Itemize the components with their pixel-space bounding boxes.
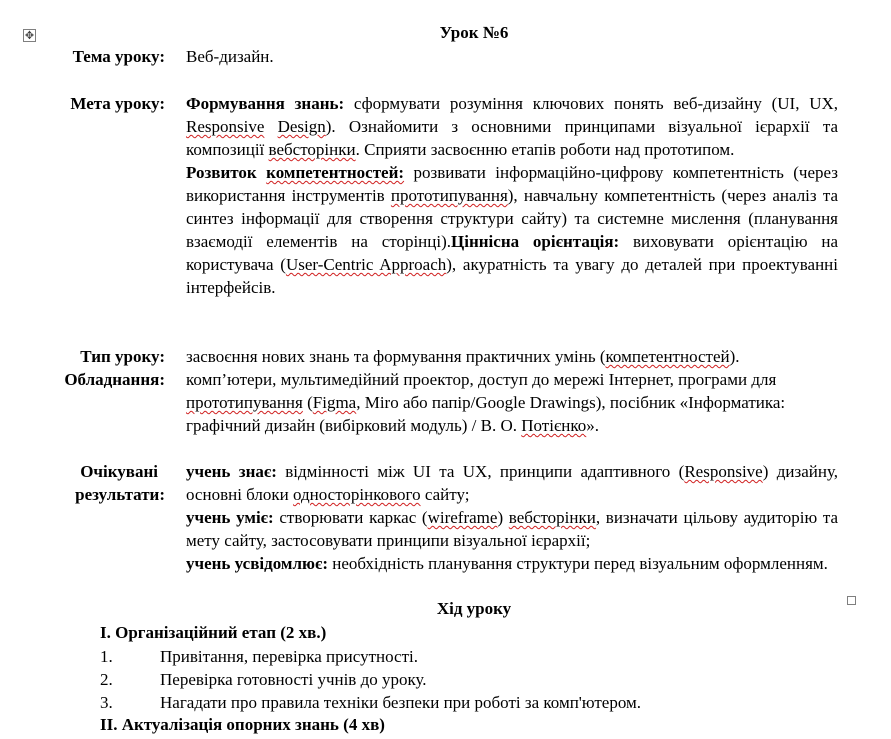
topic-label: Тема уроку:	[72, 47, 165, 66]
results-label-line: результати:	[75, 485, 165, 504]
spell-term: односторінкового	[292, 485, 421, 504]
spell-term: Потієнко	[521, 416, 587, 435]
course-heading: Хід уроку	[436, 599, 512, 618]
goal-label: Мета уроку:	[70, 94, 165, 113]
list-item-number: 1.	[100, 647, 113, 666]
aware-text: необхідність планування структури перед візуальним оформленням.	[328, 554, 828, 573]
knows-lead: учень знає:	[186, 462, 277, 481]
results-can	[186, 506, 838, 552]
spell-term: wireframe	[427, 508, 498, 527]
list-item-number: 2.	[100, 670, 113, 689]
competence-text: розвивати інформаційно-цифрову компетентність (через використання інструментів	[186, 163, 838, 205]
spell-term: User-Centric Approach	[285, 255, 447, 274]
aware-lead: учень усвідомлює:	[186, 554, 328, 573]
knows-text: сайту;	[420, 485, 470, 504]
lesson-type-label: Тип уроку:	[80, 347, 165, 366]
goal-content	[186, 92, 838, 299]
knowledge-text: ). Ознайомити з основними принципами візуальної ієрархії та композиції	[186, 117, 838, 159]
stage-2-heading: II. Актуалізація опорних знань (4 хв)	[100, 715, 385, 734]
values-lead: Ціннісна орієнтація:	[451, 232, 620, 251]
competence-lead: компетентностей:	[266, 163, 405, 182]
knowledge-space	[264, 117, 277, 136]
competence-lead: Розвиток	[186, 163, 257, 182]
results-label	[0, 460, 165, 506]
goal-knowledge	[186, 92, 838, 161]
equipment-text: ».	[586, 416, 599, 435]
results-knows	[186, 460, 838, 506]
table-move-icon[interactable]: ✥	[24, 29, 35, 42]
spell-term: Design	[277, 117, 326, 136]
spell-term: Responsive	[684, 462, 763, 481]
results-label-line: Очікувані	[80, 462, 158, 481]
knowledge-lead: Формування знань:	[186, 94, 345, 113]
can-lead: учень уміє:	[186, 508, 274, 527]
lesson-type-text: ).	[729, 347, 740, 366]
spell-term: компетентностей	[605, 347, 730, 366]
knowledge-text: сформувати розуміння ключових понять веб-дизайну (UI, UX,	[344, 94, 839, 113]
knows-text: ) дизайну, основні блоки	[186, 462, 838, 504]
competence-text: ), акуратність та увагу до деталей при проектуванні інтерфейсів.	[186, 255, 838, 297]
knowledge-text: . Сприяти засвоєнню етапів роботи над прототипом.	[355, 140, 735, 159]
spell-term: вебсторінки	[508, 508, 596, 527]
spell-term: Responsive	[186, 117, 265, 136]
list-item: Привітання, перевірка присутності.	[160, 647, 418, 666]
equipment-text: (	[302, 393, 313, 412]
results-aware	[186, 552, 838, 575]
spell-term: прототипування	[186, 393, 303, 412]
list-item-number: 3.	[100, 693, 113, 712]
equipment-value	[186, 368, 806, 437]
spell-term: вебсторінки	[268, 140, 356, 159]
can-text: , визначати цільову аудиторію та мету сайту, застосовувати принципи візуальної ієрархії;	[186, 508, 839, 550]
competence-text: виховувати орієнтацію на користувача (	[186, 232, 838, 274]
results-content	[186, 460, 838, 575]
list-item: Нагадати про правила техніки безпеки при роботі за комп'ютером.	[160, 693, 641, 712]
equipment-label: Обладнання:	[64, 370, 165, 389]
lesson-title: Урок №6	[439, 23, 509, 42]
lesson-type-text: засвоєння нових знань та формування практичних умінь (	[186, 347, 606, 366]
knows-text: відмінності між UI та UX, принципи адаптивного (	[276, 462, 685, 481]
can-text: створювати каркас (	[273, 508, 428, 527]
spell-term: прототипування	[390, 186, 508, 205]
competence-text: ), навчальну компетентність (через аналіз та синтез інформації для створення структури сайту) та системне мислення (планування взаємодії елементів на сторінці).	[186, 186, 839, 251]
stage-1-heading: I. Організаційний етап (2 хв.)	[100, 623, 327, 642]
goal-competence	[186, 161, 838, 299]
equipment-text: комп’ютери, мультимедійний проектор, доступ до мережі Інтернет, програми для	[186, 370, 777, 389]
lesson-type-value	[186, 345, 838, 368]
spell-term: Figma	[312, 393, 357, 412]
equipment-text: , Miro або папір/Google Drawings), посібник «Інформатика: графічний дизайн (вибірковий модуль) / В. О.	[186, 393, 786, 435]
can-text: )	[497, 508, 509, 527]
topic-value: Веб-дизайн.	[186, 47, 274, 66]
list-item: Перевірка готовності учнів до уроку.	[160, 670, 427, 689]
